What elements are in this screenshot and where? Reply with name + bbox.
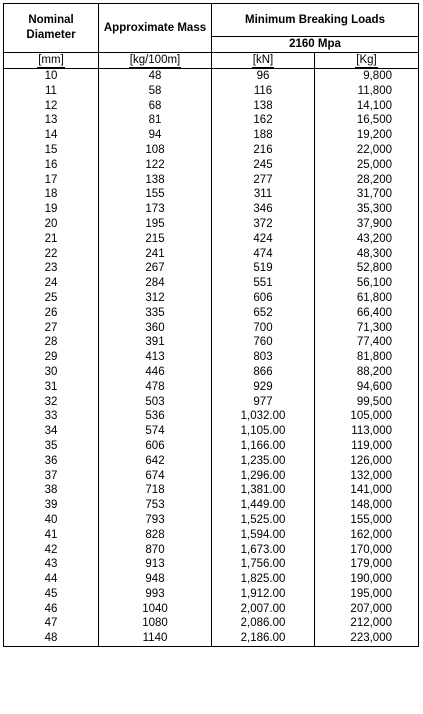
cell-kg: 99,500: [315, 395, 419, 410]
cell-kg: 11,800: [315, 84, 419, 99]
cell-mass: 913: [99, 557, 212, 572]
cell-kg: 105,000: [315, 409, 419, 424]
cell-kg: 66,400: [315, 306, 419, 321]
cell-kn: 372: [212, 217, 315, 232]
cell-kg: 31,700: [315, 187, 419, 202]
cell-kn: 96: [212, 69, 315, 84]
table-row: [4, 247, 419, 262]
unit-mass: [kg/100m]: [99, 53, 212, 69]
table-row: [4, 158, 419, 173]
cell-diameter: 19: [4, 202, 99, 217]
cell-mass: 173: [99, 202, 212, 217]
cell-kg: 195,000: [315, 587, 419, 602]
cell-diameter: 47: [4, 616, 99, 631]
table-row: [4, 543, 419, 558]
cell-mass: 503: [99, 395, 212, 410]
table-row: [4, 602, 419, 617]
table-row: [4, 350, 419, 365]
cell-kn: 1,105.00: [212, 424, 315, 439]
table-header: [4, 4, 419, 69]
cell-kn: 1,825.00: [212, 572, 315, 587]
cell-kn: 116: [212, 84, 315, 99]
cell-kn: 346: [212, 202, 315, 217]
header-grade: 2160 Mpa: [212, 37, 419, 53]
cell-kg: 19,200: [315, 128, 419, 143]
cell-kg: 35,300: [315, 202, 419, 217]
cell-kn: 519: [212, 261, 315, 276]
cell-kn: 1,235.00: [212, 454, 315, 469]
cell-kg: 190,000: [315, 572, 419, 587]
cell-mass: 94: [99, 128, 212, 143]
units-row: [4, 53, 419, 69]
cell-kn: 1,381.00: [212, 483, 315, 498]
cell-mass: 718: [99, 483, 212, 498]
table-row: [4, 276, 419, 291]
cell-diameter: 40: [4, 513, 99, 528]
table-row: [4, 321, 419, 336]
cell-kg: 77,400: [315, 335, 419, 350]
cell-diameter: 42: [4, 543, 99, 558]
table-row: [4, 454, 419, 469]
cell-mass: 793: [99, 513, 212, 528]
header-nominal-diameter: Nominal Diameter: [4, 4, 99, 53]
cell-kn: 1,912.00: [212, 587, 315, 602]
table-row: [4, 483, 419, 498]
cell-kg: 223,000: [315, 631, 419, 646]
cell-diameter: 20: [4, 217, 99, 232]
table-row: [4, 439, 419, 454]
cell-diameter: 46: [4, 602, 99, 617]
cell-kg: 43,200: [315, 232, 419, 247]
cell-kn: 551: [212, 276, 315, 291]
cell-mass: 138: [99, 173, 212, 188]
cell-diameter: 32: [4, 395, 99, 410]
cell-kn: 1,525.00: [212, 513, 315, 528]
table-row: [4, 409, 419, 424]
cell-diameter: 35: [4, 439, 99, 454]
cell-kg: 14,100: [315, 99, 419, 114]
cell-mass: 108: [99, 143, 212, 158]
table-row: [4, 84, 419, 99]
breaking-load-table: [3, 3, 419, 647]
cell-mass: 58: [99, 84, 212, 99]
cell-mass: 68: [99, 99, 212, 114]
cell-mass: 993: [99, 587, 212, 602]
cell-mass: 241: [99, 247, 212, 262]
cell-mass: 360: [99, 321, 212, 336]
cell-diameter: 28: [4, 335, 99, 350]
table-row: [4, 587, 419, 602]
cell-mass: 391: [99, 335, 212, 350]
cell-kn: 138: [212, 99, 315, 114]
cell-mass: 642: [99, 454, 212, 469]
cell-diameter: 45: [4, 587, 99, 602]
cell-kn: 929: [212, 380, 315, 395]
cell-diameter: 33: [4, 409, 99, 424]
cell-kn: 760: [212, 335, 315, 350]
cell-diameter: 48: [4, 631, 99, 646]
cell-kg: 155,000: [315, 513, 419, 528]
cell-kn: 606: [212, 291, 315, 306]
table-body: [4, 69, 419, 647]
cell-kg: 88,200: [315, 365, 419, 380]
cell-diameter: 27: [4, 321, 99, 336]
table-row: [4, 143, 419, 158]
unit-kg: [Kg]: [315, 53, 419, 69]
table-row: [4, 335, 419, 350]
cell-kn: 1,032.00: [212, 409, 315, 424]
cell-diameter: 21: [4, 232, 99, 247]
table-row: [4, 528, 419, 543]
cell-kn: 1,296.00: [212, 469, 315, 484]
header-approximate-mass: Approximate Mass: [99, 4, 212, 53]
cell-mass: 81: [99, 113, 212, 128]
table-row: [4, 557, 419, 572]
cell-kn: 188: [212, 128, 315, 143]
cell-kg: 37,900: [315, 217, 419, 232]
cell-kn: 2,086.00: [212, 616, 315, 631]
cell-kn: 2,186.00: [212, 631, 315, 646]
table-row: [4, 424, 419, 439]
cell-mass: 195: [99, 217, 212, 232]
cell-kg: 207,000: [315, 602, 419, 617]
cell-mass: 574: [99, 424, 212, 439]
cell-kg: 148,000: [315, 498, 419, 513]
cell-diameter: 30: [4, 365, 99, 380]
cell-diameter: 43: [4, 557, 99, 572]
table-row: [4, 306, 419, 321]
cell-diameter: 12: [4, 99, 99, 114]
cell-kg: 126,000: [315, 454, 419, 469]
table-row: [4, 380, 419, 395]
cell-kg: 94,600: [315, 380, 419, 395]
cell-diameter: 10: [4, 69, 99, 84]
table-row: [4, 498, 419, 513]
cell-kg: 170,000: [315, 543, 419, 558]
cell-kn: 700: [212, 321, 315, 336]
cell-diameter: 26: [4, 306, 99, 321]
cell-kn: 866: [212, 365, 315, 380]
cell-kn: 1,594.00: [212, 528, 315, 543]
cell-diameter: 22: [4, 247, 99, 262]
cell-mass: 122: [99, 158, 212, 173]
table-row: [4, 69, 419, 84]
cell-mass: 48: [99, 69, 212, 84]
cell-diameter: 37: [4, 469, 99, 484]
cell-kn: 424: [212, 232, 315, 247]
table-row: [4, 99, 419, 114]
cell-diameter: 29: [4, 350, 99, 365]
cell-kg: 28,200: [315, 173, 419, 188]
table-row: [4, 232, 419, 247]
table-row: [4, 572, 419, 587]
cell-diameter: 15: [4, 143, 99, 158]
cell-diameter: 24: [4, 276, 99, 291]
cell-mass: 155: [99, 187, 212, 202]
cell-kn: 1,673.00: [212, 543, 315, 558]
cell-mass: 284: [99, 276, 212, 291]
table-row: [4, 217, 419, 232]
table-row: [4, 113, 419, 128]
cell-kg: 52,800: [315, 261, 419, 276]
cell-kg: 119,000: [315, 439, 419, 454]
table-row: [4, 261, 419, 276]
cell-kn: 652: [212, 306, 315, 321]
cell-mass: 606: [99, 439, 212, 454]
cell-kg: 71,300: [315, 321, 419, 336]
cell-diameter: 23: [4, 261, 99, 276]
cell-mass: 215: [99, 232, 212, 247]
cell-kg: 141,000: [315, 483, 419, 498]
cell-kg: 25,000: [315, 158, 419, 173]
table-row: [4, 128, 419, 143]
cell-diameter: 38: [4, 483, 99, 498]
cell-diameter: 44: [4, 572, 99, 587]
cell-diameter: 25: [4, 291, 99, 306]
cell-mass: 335: [99, 306, 212, 321]
cell-kn: 1,449.00: [212, 498, 315, 513]
cell-diameter: 18: [4, 187, 99, 202]
table-row: [4, 395, 419, 410]
cell-mass: 1080: [99, 616, 212, 631]
cell-kg: 179,000: [315, 557, 419, 572]
cell-mass: 312: [99, 291, 212, 306]
cell-kg: 113,000: [315, 424, 419, 439]
table-row: [4, 365, 419, 380]
cell-kn: 311: [212, 187, 315, 202]
cell-mass: 267: [99, 261, 212, 276]
cell-mass: 413: [99, 350, 212, 365]
table-row: [4, 513, 419, 528]
cell-kg: 81,800: [315, 350, 419, 365]
unit-diameter: [mm]: [4, 53, 99, 69]
table-row: [4, 616, 419, 631]
cell-kn: 474: [212, 247, 315, 262]
cell-diameter: 13: [4, 113, 99, 128]
cell-kn: 977: [212, 395, 315, 410]
cell-kg: 48,300: [315, 247, 419, 262]
cell-kn: 1,166.00: [212, 439, 315, 454]
cell-mass: 753: [99, 498, 212, 513]
cell-diameter: 16: [4, 158, 99, 173]
cell-kn: 277: [212, 173, 315, 188]
cell-diameter: 14: [4, 128, 99, 143]
cell-kn: 803: [212, 350, 315, 365]
cell-kg: 162,000: [315, 528, 419, 543]
cell-kg: 22,000: [315, 143, 419, 158]
cell-mass: 828: [99, 528, 212, 543]
table-row: [4, 173, 419, 188]
cell-kg: 56,100: [315, 276, 419, 291]
breaking-load-sheet: [3, 3, 418, 709]
cell-kg: 132,000: [315, 469, 419, 484]
cell-diameter: 11: [4, 84, 99, 99]
cell-mass: 478: [99, 380, 212, 395]
cell-diameter: 31: [4, 380, 99, 395]
cell-diameter: 34: [4, 424, 99, 439]
cell-kn: 245: [212, 158, 315, 173]
cell-kg: 16,500: [315, 113, 419, 128]
cell-kn: 2,007.00: [212, 602, 315, 617]
table-row: [4, 469, 419, 484]
cell-diameter: 39: [4, 498, 99, 513]
cell-mass: 674: [99, 469, 212, 484]
cell-diameter: 17: [4, 173, 99, 188]
cell-kn: 1,756.00: [212, 557, 315, 572]
cell-kg: 9,800: [315, 69, 419, 84]
unit-kn: [kN]: [212, 53, 315, 69]
cell-kg: 212,000: [315, 616, 419, 631]
cell-kn: 162: [212, 113, 315, 128]
table-row: [4, 631, 419, 646]
cell-mass: 446: [99, 365, 212, 380]
header-min-breaking-loads: Minimum Breaking Loads: [212, 4, 419, 37]
cell-kg: 61,800: [315, 291, 419, 306]
cell-kn: 216: [212, 143, 315, 158]
table-row: [4, 291, 419, 306]
cell-mass: 870: [99, 543, 212, 558]
cell-mass: 1140: [99, 631, 212, 646]
table-row: [4, 202, 419, 217]
cell-diameter: 41: [4, 528, 99, 543]
cell-mass: 536: [99, 409, 212, 424]
table-row: [4, 187, 419, 202]
cell-mass: 948: [99, 572, 212, 587]
cell-mass: 1040: [99, 602, 212, 617]
cell-diameter: 36: [4, 454, 99, 469]
